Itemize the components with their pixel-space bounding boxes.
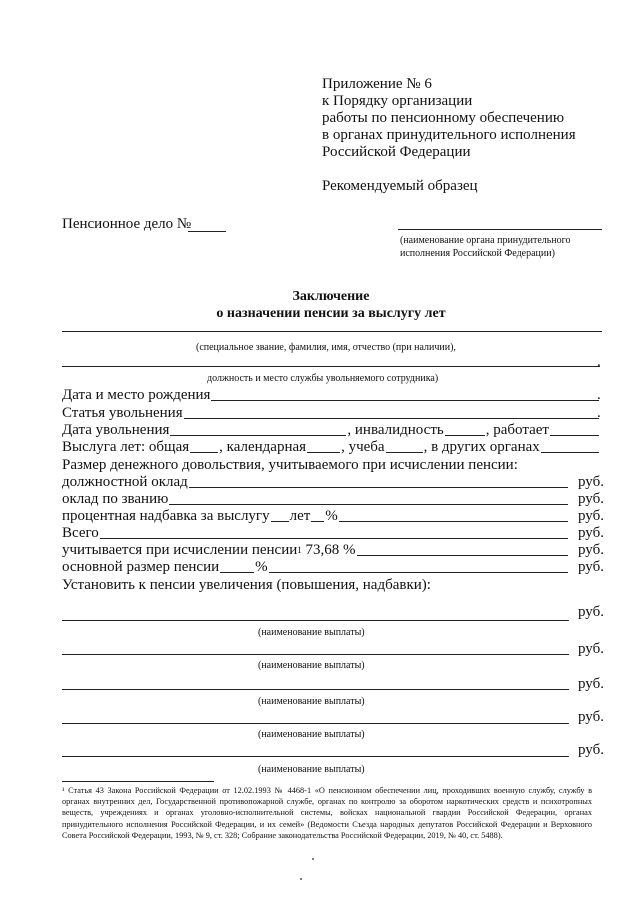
payment-rub-3: руб. <box>578 676 604 692</box>
organ-caption-2: исполнения Российской Федерации) <box>400 248 555 259</box>
article-line[interactable] <box>184 417 599 419</box>
allowance-label: Размер денежного довольствия, учитываемого при исчислении пенсии: <box>62 457 518 473</box>
payment-rub-5: руб. <box>578 742 604 758</box>
position-line[interactable] <box>62 366 600 367</box>
base-percent-sign: % <box>255 559 268 575</box>
calendar-line[interactable] <box>307 451 340 453</box>
name-line[interactable] <box>62 331 602 332</box>
article-label: Статья увольнения <box>62 405 183 421</box>
payment-line-4[interactable] <box>62 723 569 724</box>
birth-dot: . <box>597 387 601 403</box>
disability-label: , инвалидность <box>347 422 444 438</box>
title-line-1: Заключение <box>292 289 370 304</box>
position-caption: должность и место службы увольняемого сотрудника) <box>207 373 439 384</box>
position-line-dot: . <box>597 354 601 370</box>
birth-line[interactable] <box>211 399 599 401</box>
salary-line[interactable] <box>189 486 568 488</box>
payment-rub-1: руб. <box>578 604 604 620</box>
bonus-percent-line[interactable] <box>311 520 324 522</box>
works-label: , работает <box>485 422 549 438</box>
total-row <box>62 524 569 542</box>
footnote-ref: 1 <box>297 545 302 555</box>
payment-caption-1: (наименование выплаты) <box>258 627 365 638</box>
base-pension-row <box>62 558 569 576</box>
base-pension-rub: руб. <box>578 559 604 575</box>
birth-row <box>62 386 600 404</box>
other-organs-line[interactable] <box>541 451 599 453</box>
payment-caption-2: (наименование выплаты) <box>258 660 365 671</box>
total-line[interactable] <box>100 537 568 539</box>
recommended-sample: Рекомендуемый образец <box>322 178 478 194</box>
base-pension-line[interactable] <box>269 571 568 573</box>
percent-bonus-line[interactable] <box>339 520 568 522</box>
rank-salary-row <box>62 490 569 508</box>
other-organs-label: , в других органах <box>423 439 540 455</box>
service-total-line[interactable] <box>190 451 218 453</box>
scan-speck <box>300 878 302 880</box>
payment-caption-5: (наименование выплаты) <box>258 764 365 775</box>
percent-sign: % <box>325 508 338 524</box>
service-total-label: Выслуга лет: общая <box>62 439 190 455</box>
base-pension-percent-line[interactable] <box>220 571 254 573</box>
disability-line[interactable] <box>445 434 485 436</box>
years-label: лет <box>289 508 311 524</box>
scan-speck <box>312 858 314 860</box>
dismissal-date-line[interactable] <box>170 434 346 436</box>
service-row <box>62 438 600 456</box>
total-label: Всего <box>62 525 99 541</box>
study-line[interactable] <box>386 451 423 453</box>
counted-row <box>62 541 569 559</box>
payment-caption-4: (наименование выплаты) <box>258 729 365 740</box>
percent-bonus-row <box>62 507 569 525</box>
payment-caption-3: (наименование выплаты) <box>258 696 365 707</box>
payment-line-3[interactable] <box>62 689 569 690</box>
payment-line-1[interactable] <box>62 620 569 621</box>
birth-label: Дата и место рождения <box>62 387 211 403</box>
counted-line[interactable] <box>357 554 568 556</box>
footnote-separator <box>62 781 214 782</box>
study-label: , учеба <box>341 439 385 455</box>
article-dot: . <box>597 405 601 421</box>
article-row <box>62 404 600 422</box>
bonus-years-line[interactable] <box>271 520 289 522</box>
base-pension-label: основной размер пенсии <box>62 559 220 575</box>
organ-caption-1: (наименование органа принудительного <box>400 235 571 246</box>
counted-label: учитывается при исчислении пенсии <box>62 542 298 558</box>
percent-bonus-rub: руб. <box>578 508 604 524</box>
appendix-line-5: Российской Федерации <box>322 144 471 160</box>
counted-value: 73,68 % <box>305 542 356 558</box>
counted-rub: руб. <box>578 542 604 558</box>
appendix-line-3: работы по пенсионному обеспечению <box>322 110 565 126</box>
salary-rub: руб. <box>578 474 604 490</box>
increase-label: Установить к пенсии увеличения (повышения, надбавки): <box>62 577 431 593</box>
rank-salary-rub: руб. <box>578 491 604 507</box>
payment-line-2[interactable] <box>62 654 569 655</box>
case-number-line[interactable] <box>188 231 226 232</box>
footnote-text: ¹ Статья 43 Закона Российской Федерации от 12.02.1993 № 4468-1 «О пенсионном обеспечении лиц, проходивших военную службу, службу в органах внутренних дел, Государственной противопожарной службе, органах по контролю за оборотом наркотических средств и психотропных веществ, учреждениях и органах уголовно-исполнительной системы, войсках национальной гвардии Российской Федерации, органах принудительного исполнения Российской Федерации, и их семей» (Ведомости Съезда народных депутатов Российской Федерации и Верховного Совета Российской Федерации, 1993, № 9, ст. 328; Собрание законодательства Российской Федерации, 2019, № 40, ст. 5488). <box>62 786 592 840</box>
appendix-line-4: в органах принудительного исполнения <box>322 127 576 143</box>
payment-line-5[interactable] <box>62 756 569 757</box>
appendix-line-2: к Порядку организации <box>322 93 473 109</box>
payment-rub-2: руб. <box>578 641 604 657</box>
rank-salary-label: оклад по званию <box>62 491 169 507</box>
name-caption: (специальное звание, фамилия, имя, отчество (при наличии), <box>196 342 456 353</box>
organ-name-line[interactable] <box>398 229 602 230</box>
title-line-2: о назначении пенсии за выслугу лет <box>216 306 446 321</box>
appendix-line-1: Приложение № 6 <box>322 76 432 92</box>
salary-label: должностной оклад <box>62 474 188 490</box>
dismissal-row <box>62 421 600 439</box>
dismissal-date-label: Дата увольнения <box>62 422 170 438</box>
calendar-label: , календарная <box>219 439 307 455</box>
rank-salary-line[interactable] <box>169 503 568 505</box>
case-number-label: Пенсионное дело № <box>62 216 192 232</box>
percent-bonus-label: процентная надбавка за выслугу <box>62 508 270 524</box>
salary-row <box>62 473 569 491</box>
payment-rub-4: руб. <box>578 709 604 725</box>
total-rub: руб. <box>578 525 604 541</box>
works-line[interactable] <box>550 434 599 436</box>
